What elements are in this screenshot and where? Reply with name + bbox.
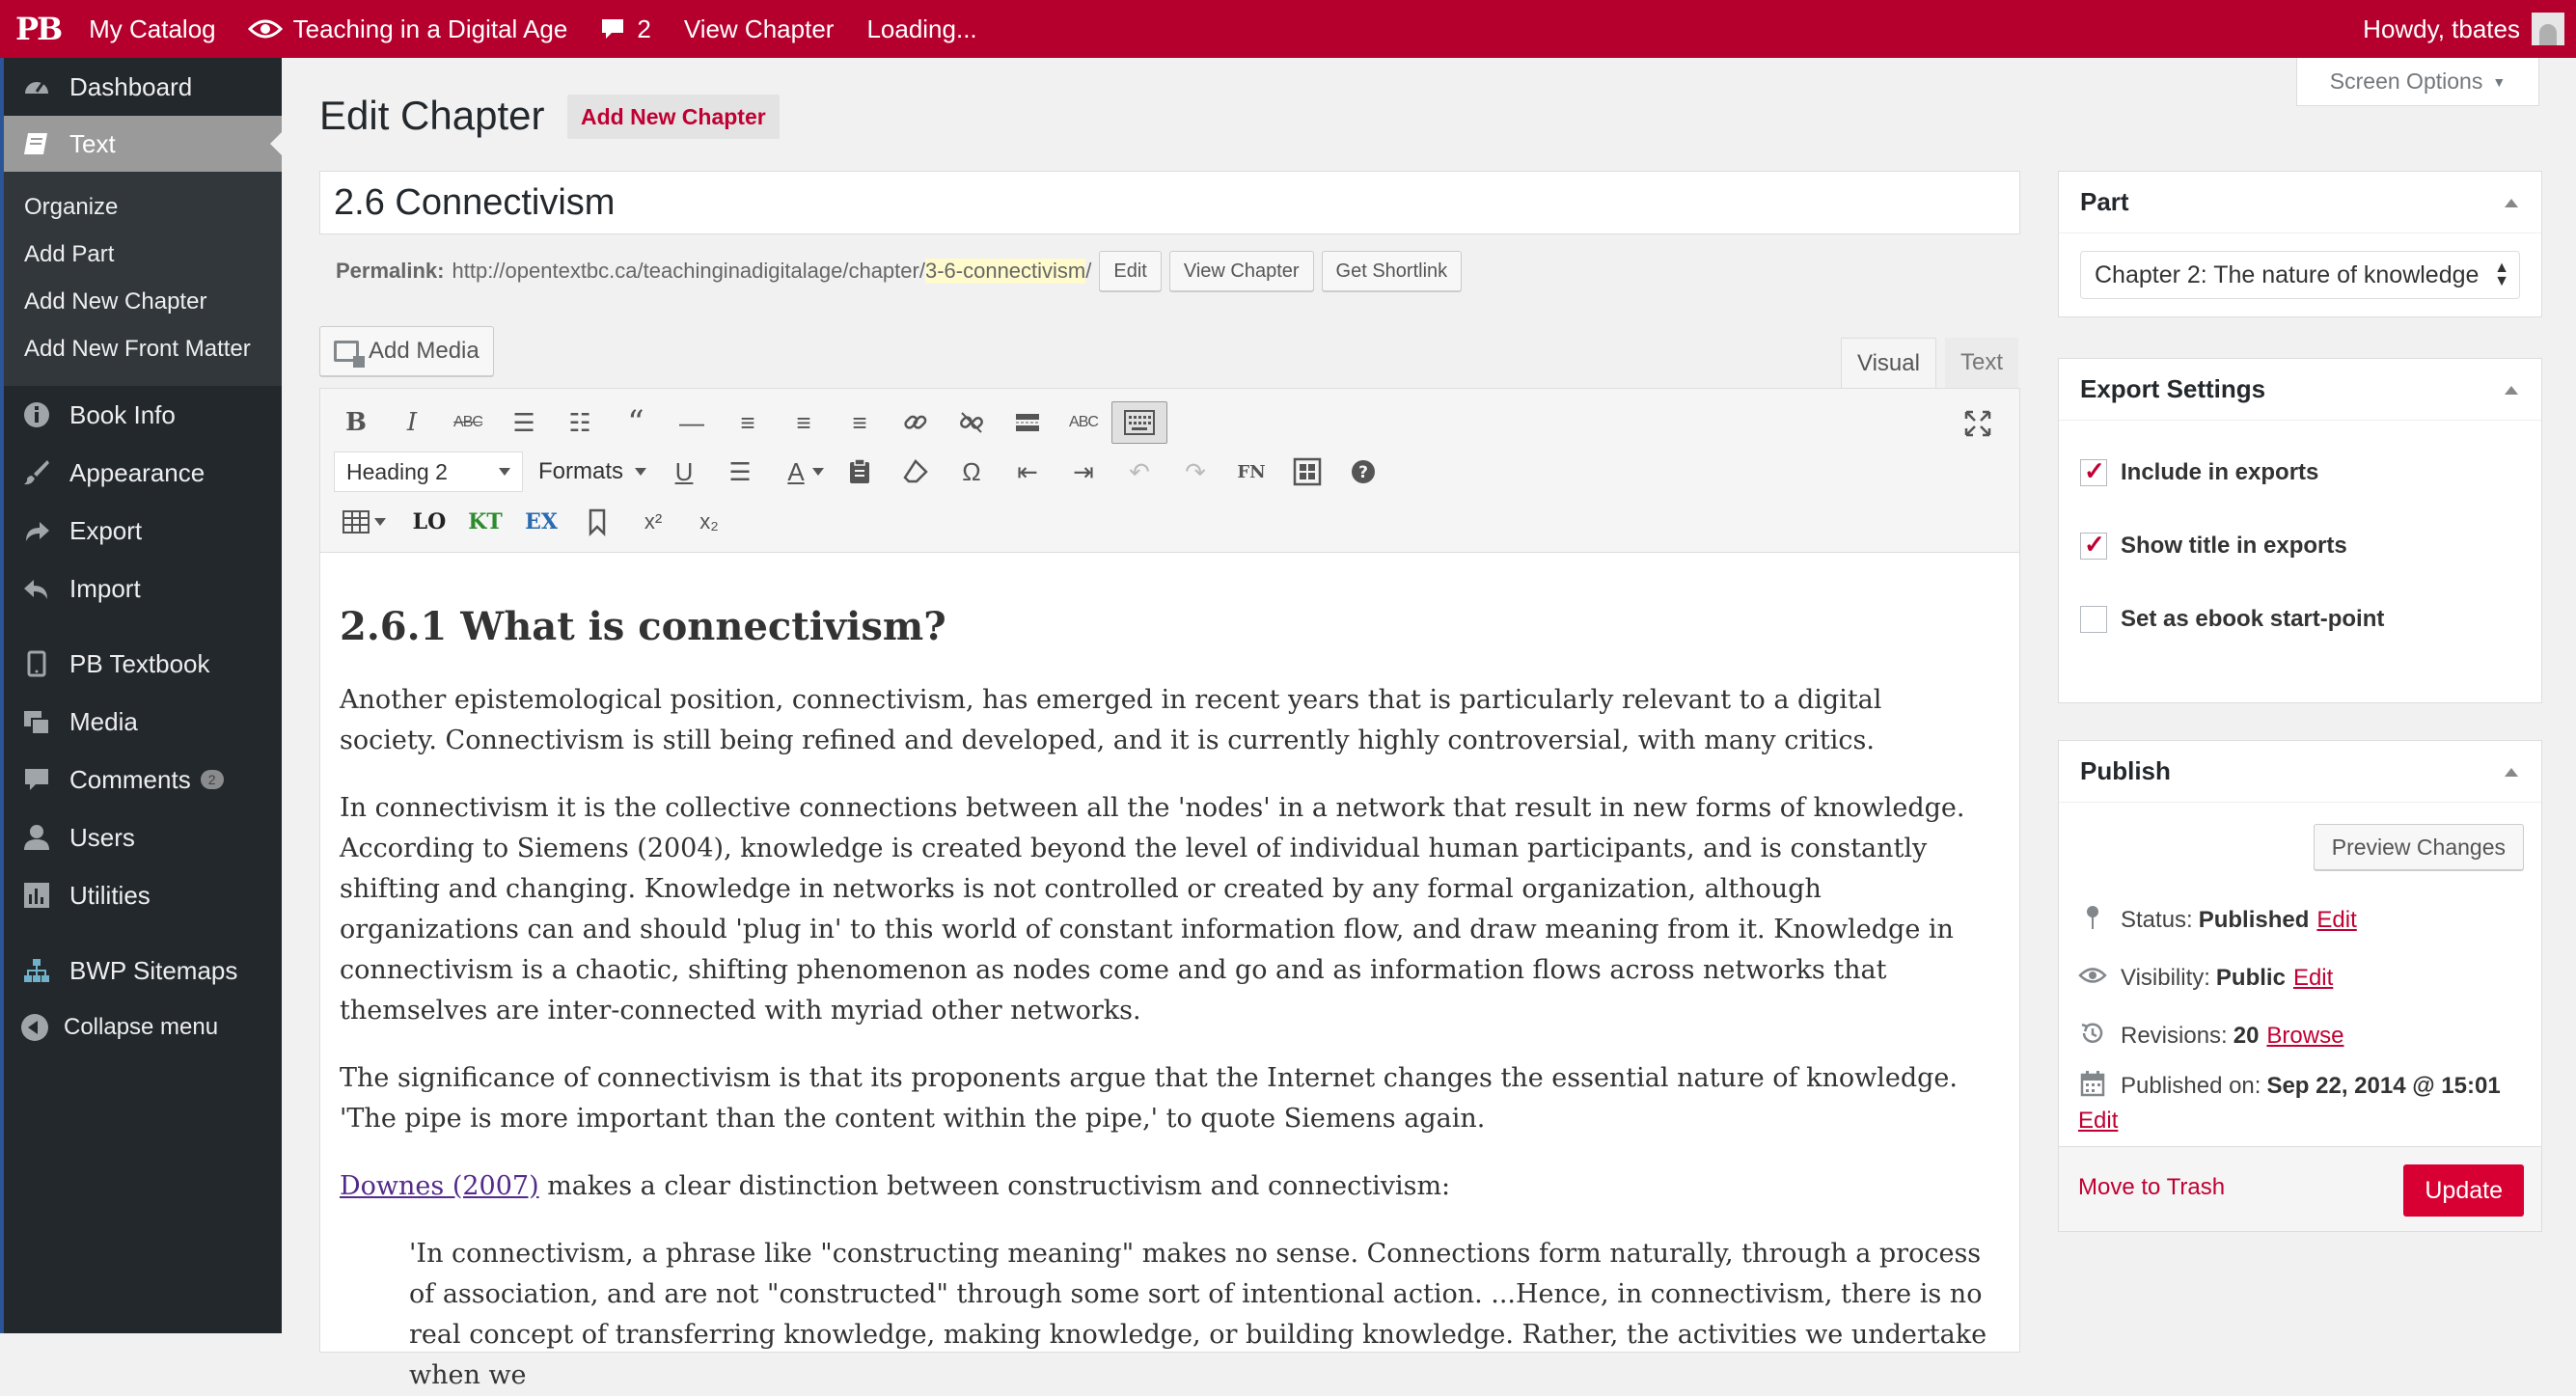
menu-export[interactable] xyxy=(4,502,282,560)
spellcheck-icon[interactable]: ABC xyxy=(1069,414,1098,430)
formats-dropdown[interactable] xyxy=(529,458,656,485)
published-on-label: Published on: xyxy=(2121,1073,2261,1099)
status-label: Status: xyxy=(2121,907,2193,933)
collapse-toggle-icon[interactable] xyxy=(2505,199,2518,207)
block-format-select[interactable] xyxy=(334,452,523,492)
content-paragraph xyxy=(340,1166,1998,1207)
show-title-checkbox[interactable] xyxy=(2080,533,2107,560)
read-more-icon[interactable] xyxy=(1000,401,1055,444)
omega-icon[interactable]: Ω xyxy=(962,456,981,486)
menu-dashboard[interactable] xyxy=(4,58,282,116)
menu-utilities[interactable] xyxy=(4,866,282,924)
footnote-icon[interactable]: FN xyxy=(1237,461,1266,482)
sitemap-icon xyxy=(21,955,52,986)
get-shortlink-button[interactable]: Get Shortlink xyxy=(1322,251,1463,291)
caret-down-icon[interactable] xyxy=(812,468,824,476)
text-color-icon[interactable]: A xyxy=(787,456,805,486)
toolbar-row-1 xyxy=(328,401,1167,444)
bookmark-icon[interactable] xyxy=(569,501,625,543)
edit-status-link[interactable]: Edit xyxy=(2316,907,2357,933)
toolbar-row-3 xyxy=(328,501,737,543)
ebook-start-row xyxy=(2059,583,2541,656)
content-editor xyxy=(319,388,2020,1390)
visibility-value: Public xyxy=(2215,965,2286,991)
caret-down-icon: ▼ xyxy=(2492,73,2507,90)
paragraph-line: society. Connectivism is still being refined and developed, and it is currently highly controversial, with many critics. xyxy=(340,725,1875,755)
edit-visibility-link[interactable]: Edit xyxy=(2292,965,2334,991)
permalink-row xyxy=(336,249,1462,293)
screen-options-button[interactable] xyxy=(2296,58,2539,106)
menu-media[interactable] xyxy=(4,693,282,751)
loading-indicator: Loading... xyxy=(866,14,977,43)
export-settings-title: Export Settings xyxy=(2080,374,2266,403)
eraser-icon[interactable] xyxy=(888,451,944,493)
submenu-add-front-matter[interactable]: Add New Front Matter xyxy=(24,335,251,362)
menu-separator xyxy=(4,924,282,942)
bold-icon[interactable]: B xyxy=(345,408,367,437)
show-title-label: Show title in exports xyxy=(2121,533,2347,559)
submenu-organize[interactable]: Organize xyxy=(24,193,119,220)
menu-text[interactable] xyxy=(4,116,282,172)
bullet-list-icon[interactable]: ☰ xyxy=(512,407,535,437)
undo-arrow-icon xyxy=(21,573,52,604)
status-value: Published xyxy=(2198,907,2310,933)
comments-badge: 2 xyxy=(201,770,224,789)
publish-metabox xyxy=(2058,740,2542,1232)
fullscreen-icon[interactable] xyxy=(1950,402,2006,445)
undo-icon[interactable]: ↶ xyxy=(1129,456,1150,486)
move-to-trash-link[interactable]: Move to Trash xyxy=(2078,1174,2226,1200)
status-row xyxy=(2059,891,2541,949)
menu-text-label: Text xyxy=(69,128,116,158)
editor-toolbar xyxy=(320,389,2019,553)
part-select-value: Chapter 2: The nature of knowledge xyxy=(2095,260,2480,288)
menu-users-label: Users xyxy=(69,822,135,852)
caret-down-icon xyxy=(635,468,646,476)
view-chapter-link[interactable]: View Chapter xyxy=(683,14,835,43)
published-on-row xyxy=(2059,1065,2541,1108)
publish-actions xyxy=(2059,1146,2541,1231)
pressbooks-logo[interactable]: PB xyxy=(15,11,62,47)
blockquote-icon[interactable]: “ xyxy=(627,403,644,442)
collapse-toggle-icon[interactable] xyxy=(2505,386,2518,395)
dashboard-icon xyxy=(21,71,52,102)
svg-text:?: ? xyxy=(1358,463,1368,482)
visibility-row xyxy=(2059,949,2541,1007)
exercises-button[interactable]: EX xyxy=(525,509,558,534)
avatar xyxy=(2532,13,2564,45)
show-title-row xyxy=(2059,509,2541,583)
menu-bwp-sitemaps[interactable] xyxy=(4,942,282,999)
revisions-row xyxy=(2059,1007,2541,1065)
toolbar-row-2 xyxy=(328,451,1391,493)
align-center-icon[interactable]: ≡ xyxy=(796,407,811,437)
help-icon[interactable] xyxy=(1335,451,1391,493)
preview-changes-button[interactable]: Preview Changes xyxy=(2314,824,2524,870)
caret-down-icon[interactable] xyxy=(374,518,386,526)
paste-text-icon[interactable] xyxy=(832,451,888,493)
align-left-icon[interactable]: ≡ xyxy=(740,407,755,437)
formats-label: Formats xyxy=(538,458,624,484)
justify-icon[interactable]: ☰ xyxy=(728,456,752,486)
screen-options-label: Screen Options xyxy=(2329,68,2483,94)
block-format-value: Heading 2 xyxy=(346,458,448,484)
shortcodes-icon[interactable] xyxy=(1279,451,1335,493)
menu-dashboard-label: Dashboard xyxy=(69,71,193,101)
content-blockquote: 'In connectivism, a phrase like "constructing meaning" makes no sense. Connections form naturally, through a process of association, and are not "constructed" through some sort of intentional action. ...Hence, in connectivism, there is no real concept of transferring knowledge, making knowledge, or building knowledge. Rather, the activities we undertake when we xyxy=(409,1239,1987,1390)
permalink-slug[interactable]: 3-6-connectivism xyxy=(924,259,1086,283)
export-settings-metabox xyxy=(2058,358,2542,703)
paragraph-line: Another epistemological position, connectivism, has emerged in recent years that is particularly relevant to a digital xyxy=(340,685,1882,715)
caret-down-icon xyxy=(499,468,510,476)
superscript-icon[interactable]: x² xyxy=(644,509,663,534)
downes-citation-link[interactable]: Downes (2007) xyxy=(340,1171,539,1201)
menu-media-label: Media xyxy=(69,706,138,736)
submenu-add-new-chapter[interactable]: Add New Chapter xyxy=(24,287,207,315)
user-icon xyxy=(21,822,52,853)
comments-count: 2 xyxy=(637,14,651,43)
revisions-label: Revisions: xyxy=(2121,1023,2228,1049)
permalink-base[interactable]: http://opentextbc.ca/teachinginadigitalage/chapter/ xyxy=(452,259,925,283)
share-arrow-icon xyxy=(21,515,52,546)
pin-icon xyxy=(2078,905,2107,937)
editor-content[interactable] xyxy=(320,603,2019,1396)
page-title: Edit Chapter xyxy=(319,93,545,138)
paintbrush-icon xyxy=(21,457,52,488)
media-icon xyxy=(334,341,359,362)
part-metabox-title: Part xyxy=(2080,187,2129,216)
numbered-list-icon[interactable]: ☷ xyxy=(568,407,591,437)
tab-visual[interactable]: Visual xyxy=(1841,338,1936,388)
published-on-value: Sep 22, 2014 @ 15:01 xyxy=(2266,1073,2501,1099)
chart-bars-icon xyxy=(21,880,52,911)
history-icon xyxy=(2078,1020,2107,1054)
select-arrows-icon: ▲ ▼ xyxy=(2488,261,2509,288)
comment-bubble-icon xyxy=(600,16,625,41)
underline-icon[interactable]: U xyxy=(674,456,694,486)
calendar-icon xyxy=(2078,1070,2107,1104)
italic-icon[interactable]: I xyxy=(406,408,418,437)
info-icon xyxy=(21,399,52,430)
account-menu[interactable] xyxy=(2346,0,2576,58)
part-metabox xyxy=(2058,171,2542,317)
eye-icon xyxy=(249,17,282,41)
add-media-label: Add Media xyxy=(369,338,480,364)
update-button[interactable]: Update xyxy=(2403,1164,2524,1217)
site-name-link[interactable] xyxy=(233,0,585,58)
menu-comments[interactable] xyxy=(4,751,282,808)
add-media-button[interactable] xyxy=(319,326,494,376)
comment-icon xyxy=(21,764,52,795)
collapse-arrow-icon xyxy=(21,1014,48,1041)
book-icon xyxy=(21,128,52,159)
menu-utilities-label: Utilities xyxy=(69,880,151,910)
menu-export-label: Export xyxy=(69,515,143,545)
tab-text[interactable]: Text xyxy=(1945,338,2018,388)
export-settings-header[interactable] xyxy=(2059,359,2541,421)
horizontal-line-icon[interactable]: — xyxy=(679,407,704,437)
menu-users[interactable] xyxy=(4,808,282,866)
menu-appearance-label: Appearance xyxy=(69,457,206,487)
tablet-icon xyxy=(21,648,52,679)
publish-title: Publish xyxy=(2080,756,2171,785)
collapse-menu-button[interactable] xyxy=(4,999,282,1055)
indent-icon[interactable]: ⇥ xyxy=(1073,456,1094,486)
menu-book-info[interactable] xyxy=(4,386,282,444)
menu-book-info-label: Book Info xyxy=(69,399,176,429)
menu-separator xyxy=(4,617,282,635)
admin-bar xyxy=(0,0,2576,58)
media-icon xyxy=(21,706,52,737)
edit-permalink-button[interactable]: Edit xyxy=(1099,251,1161,291)
site-name: Teaching in a Digital Age xyxy=(292,14,568,43)
content-paragraph xyxy=(340,680,1998,761)
comments-link[interactable] xyxy=(584,0,667,58)
text-submenu xyxy=(4,172,282,386)
menu-pb-textbook-label: PB Textbook xyxy=(69,648,210,678)
howdy-text: Howdy, tbates xyxy=(2363,14,2520,43)
edit-date-link[interactable]: Edit xyxy=(2078,1108,2119,1134)
content-paragraph: The significance of connectivism is that its proponents argue that the Internet changes the essential nature of knowledge. 'The pipe is more important than the content within the pipe,' to quote Siemens again. xyxy=(340,1063,1958,1134)
key-takeaways-button[interactable]: KT xyxy=(468,509,503,534)
include-in-exports-label: Include in exports xyxy=(2121,459,2319,485)
strikethrough-icon[interactable]: ABC xyxy=(453,414,482,430)
menu-import[interactable] xyxy=(4,560,282,617)
paragraph-text: makes a clear distinction between constructivism and connectivism: xyxy=(538,1171,1451,1201)
include-in-exports-row xyxy=(2059,436,2541,509)
ebook-start-checkbox[interactable] xyxy=(2080,606,2107,633)
keyboard-toolbar-toggle-icon[interactable] xyxy=(1111,401,1167,444)
unlink-icon[interactable] xyxy=(944,401,1000,444)
revisions-value: 20 xyxy=(2233,1023,2260,1049)
my-catalog-link[interactable]: My Catalog xyxy=(89,14,216,43)
menu-bwp-sitemaps-label: BWP Sitemaps xyxy=(69,955,238,985)
collapse-toggle-icon[interactable] xyxy=(2505,768,2518,777)
content-heading: 2.6.1 What is connectivism? xyxy=(340,604,946,649)
permalink-end: / xyxy=(1085,259,1092,283)
include-in-exports-checkbox[interactable] xyxy=(2080,459,2107,486)
outdent-icon[interactable]: ⇤ xyxy=(1017,456,1038,486)
part-metabox-header[interactable] xyxy=(2059,172,2541,233)
learning-objectives-button[interactable]: LO xyxy=(412,509,447,534)
ebook-start-label: Set as ebook start-point xyxy=(2121,606,2385,632)
eye-icon xyxy=(2078,965,2107,992)
menu-pb-textbook[interactable] xyxy=(4,635,282,693)
submenu-add-part[interactable]: Add Part xyxy=(24,240,115,267)
add-new-chapter-button[interactable]: Add New Chapter xyxy=(567,95,780,139)
collapse-menu-label: Collapse menu xyxy=(64,1014,219,1040)
permalink-label: Permalink: xyxy=(336,259,445,283)
menu-import-label: Import xyxy=(69,573,141,603)
subscript-icon[interactable]: x₂ xyxy=(699,509,719,534)
browse-revisions-link[interactable]: Browse xyxy=(2266,1023,2344,1049)
part-select[interactable] xyxy=(2080,251,2520,299)
menu-appearance[interactable] xyxy=(4,444,282,502)
publish-header[interactable] xyxy=(2059,741,2541,803)
post-title-input[interactable]: 2.6 Connectivism xyxy=(319,171,2020,234)
align-right-icon[interactable]: ≡ xyxy=(852,407,867,437)
visibility-label: Visibility: xyxy=(2121,965,2210,991)
menu-comments-label: Comments xyxy=(69,764,191,794)
redo-icon[interactable]: ↷ xyxy=(1185,456,1206,486)
admin-menu xyxy=(0,58,282,1333)
content-paragraph: In connectivism it is the collective connections between all the 'nodes' in a network that result in new forms of knowledge. According to Siemens (2004), knowledge is created beyond the level of individual human participants, and is constantly shifting and changing. Knowledge in networks is not controlled or created by any formal organization, although organizations can and should 'plug in' to this world of constant information flow, and draw meaning from it. Knowledge in connectivism is a chaotic, shifting phenomenon as nodes come and go and as information flows across networks that themselves are inter-connected with myriad other networks. xyxy=(340,793,1965,1026)
link-icon[interactable] xyxy=(888,401,944,444)
view-chapter-button[interactable]: View Chapter xyxy=(1169,251,1314,291)
